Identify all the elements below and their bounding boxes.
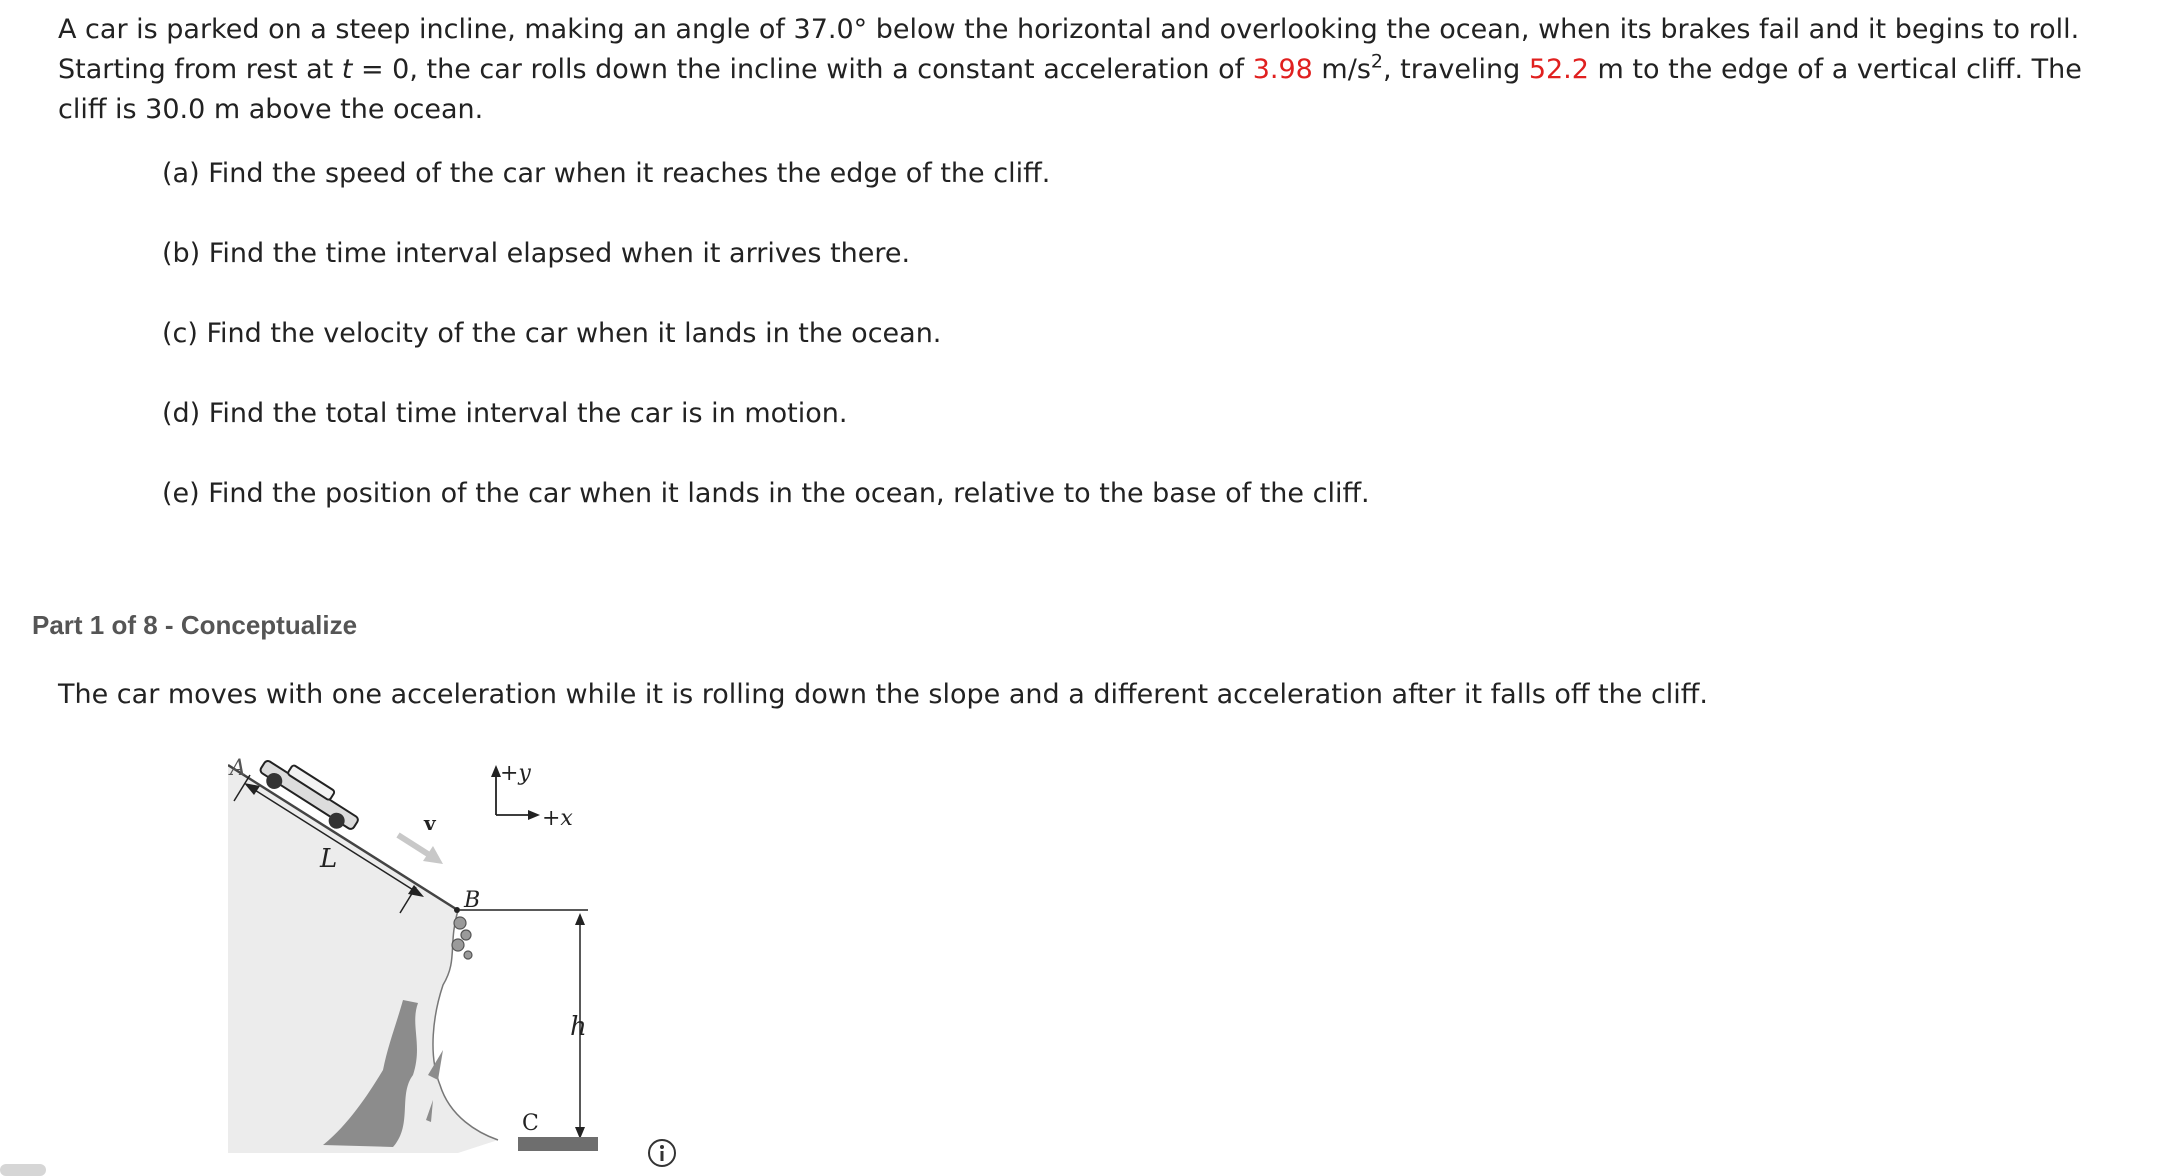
problem-text-mid2: , traveling <box>1383 54 1529 85</box>
label-h: h <box>570 1012 587 1042</box>
time-variable: t <box>341 54 353 85</box>
label-B: B <box>464 888 481 913</box>
point-B-marker <box>454 907 460 913</box>
label-L: L <box>320 844 338 874</box>
height-arrow-top <box>575 913 585 925</box>
problem-line-1: A car is parked on a steep incline, making an angle of 37.0° below the horizontal and overlooking the ocean, when its brakes fail and it begins to roll. <box>58 14 2080 45</box>
label-v: v <box>424 811 436 835</box>
info-icon[interactable] <box>646 1137 678 1169</box>
acceleration-unit: m/s <box>1312 54 1371 85</box>
label-plus-x: +x <box>542 806 573 831</box>
question-e: (e) Find the position of the car when it lands in the ocean, relative to the base of the cliff. <box>162 478 1370 509</box>
question-b: (b) Find the time interval elapsed when it arrives there. <box>162 238 911 269</box>
problem-line-2 <box>58 50 2138 130</box>
x-axis-arrow <box>528 810 540 820</box>
corner-tab <box>0 1164 46 1176</box>
question-list <box>162 154 1370 554</box>
label-C: C <box>522 1111 539 1136</box>
question-d: (d) Find the total time interval the car is in motion. <box>162 398 848 429</box>
problem-statement <box>58 10 2138 130</box>
ocean-surface <box>518 1137 598 1151</box>
cliff-shape <box>228 765 498 1153</box>
label-A: A <box>230 756 246 781</box>
part-title: Part 1 of 8 - Conceptualize <box>32 610 358 640</box>
acceleration-exponent: 2 <box>1370 50 1383 73</box>
label-plus-y: +y <box>500 761 531 786</box>
car-cliff-figure <box>228 745 608 1165</box>
problem-text-end: m to the edge of a vertical cliff. The cliff is 30.0 m above the ocean. <box>58 54 2082 125</box>
distance-value: 52.2 <box>1528 54 1589 85</box>
velocity-arrow-shaft <box>398 835 431 856</box>
problem-text-start: Starting from rest at <box>58 54 342 85</box>
question-a: (a) Find the speed of the car when it reaches the edge of the cliff. <box>162 158 1051 189</box>
problem-text-mid: = 0, the car rolls down the incline with a constant acceleration of <box>352 54 1253 85</box>
question-c: (c) Find the velocity of the car when it lands in the ocean. <box>162 318 942 349</box>
bush-cluster <box>452 917 472 959</box>
acceleration-value: 3.98 <box>1252 54 1313 85</box>
concept-text: The car moves with one acceleration while it is rolling down the slope and a different acceleration after it falls off the cliff. <box>58 679 1708 710</box>
